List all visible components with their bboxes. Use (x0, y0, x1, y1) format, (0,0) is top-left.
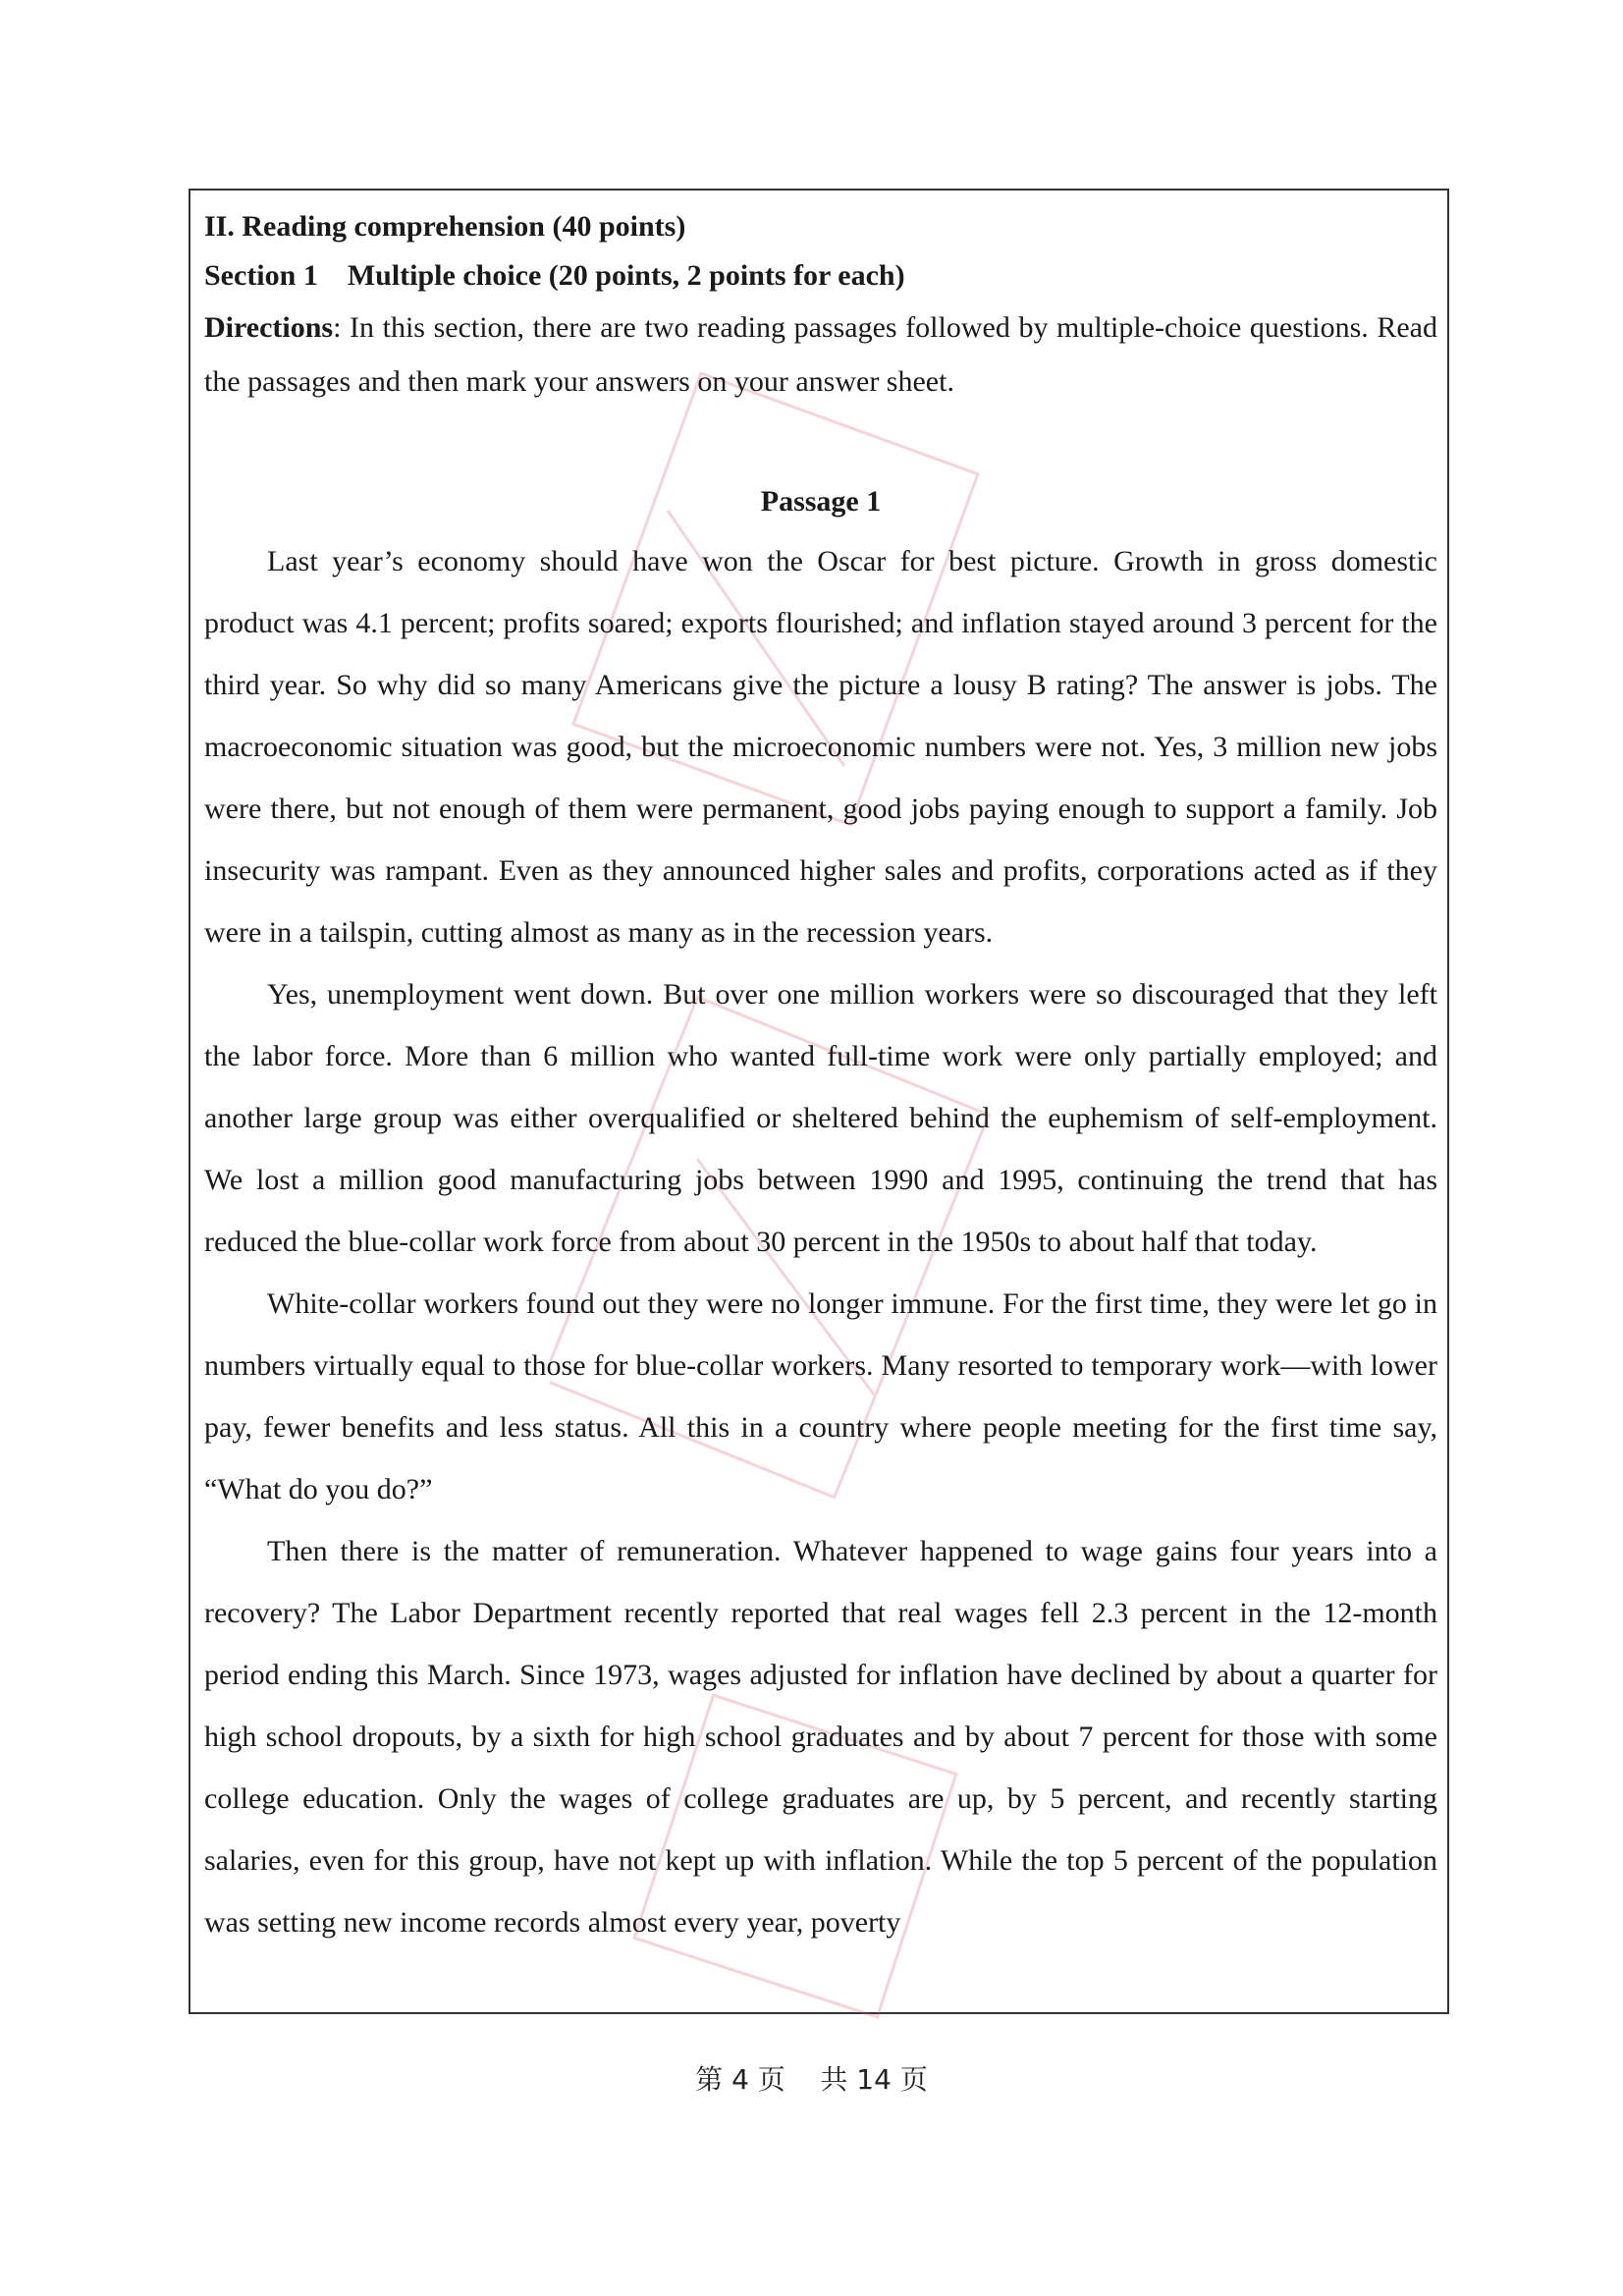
page-number: 第 4 页 共 14 页 (695, 2063, 928, 2096)
passage-paragraph: Yes, unemployment went down. But over one million workers were so discouraged that they left the labor force. More than 6 million who wanted full-time work were only partially employed; and another large group was either overqualified or sheltered behind the euphemism of self-employment. We lost a million good manufacturing jobs between 1990 and 1995, continuing the trend that has reduced the blue-collar work force from about 30 percent in the 1950s to about half that today. (204, 978, 1437, 1258)
directions-label: Directions (204, 311, 334, 344)
section-subtitle: Section 1 Multiple choice (20 points, 2 points for each) (204, 259, 905, 292)
section-title: II. Reading comprehension (40 points) (204, 210, 686, 243)
passage-paragraph: White-collar workers found out they were no longer immune. For the first time, they were let go in numbers virtually equal to those for blue-collar workers. Many resorted to temporary work—with lower pay, fewer benefits and less status. All this in a country where people meeting for the first time say, “What do you do?” (204, 1287, 1437, 1505)
directions (204, 301, 1437, 409)
passage-paragraph: Then there is the matter of remuneration. Whatever happened to wage gains four years into a recovery? The Labor Department recently reported that real wages fell 2.3 percent in the 12-month period ending this March. Since 1973, wages adjusted for inflation have declined by about a quarter for high school dropouts, by a sixth for high school graduates and by about 7 percent for those with some college education. Only the wages of college graduates are up, by 5 percent, and recently starting salaries, even for this group, have not kept up with inflation. While the top 5 percent of the population was setting new income records almost every year, poverty (204, 1535, 1437, 1939)
passage-title: Passage 1 (760, 485, 882, 518)
passage-paragraph: Last year’s economy should have won the Oscar for best picture. Growth in gross domestic product was 4.1 percent; profits soared; exports flourished; and inflation stayed around 3 percent for the third year. So why did so many Americans give the picture a lousy B rating? The answer is jobs. The macroeconomic situation was good, but the microeconomic numbers were not. Yes, 3 million new jobs were there, but not enough of them were permanent, good jobs paying enough to support a family. Job insecurity was rampant. Even as they announced higher sales and profits, corporations acted as if they were in a tailspin, cutting almost as many as in the recession years. (204, 545, 1437, 949)
directions-text: : In this section, there are two reading passages followed by multiple-choice questions. Read the passages and then mark your answers on your answer sheet. (204, 311, 1437, 398)
